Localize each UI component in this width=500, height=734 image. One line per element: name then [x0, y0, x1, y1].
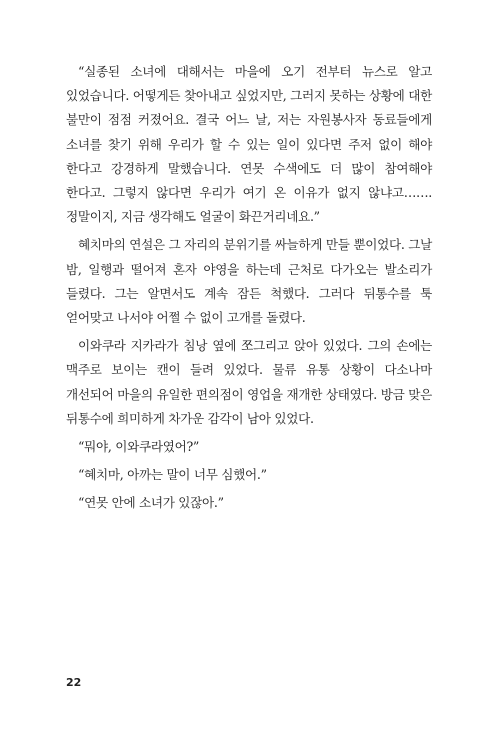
paragraph-1: “실종된 소녀에 대해서는 마을에 오기 전부터 뉴스로 알고 있었습니다. 어떻게든 찾아내고 싶었지만, 그러지 못하는 상황에 대한 불만이 점점 커졌어요. 결국 어느 날, 저는 자원봉사자 동료들에게 소녀를 찾기 위해 우리가 할 수 있는 일이 있다면 주저 없이 해야 한다고 강경하게 말했습니다. 연못 수색에도 더 많이 참여해야 한다고. 그렇지 않다면 우리가 여기 온 이유가 없지 않냐고……. 정말이지, 지금 생각해도 얼굴이 화끈거리네요.”	[66, 64, 432, 225]
paragraph-2: 혜치마의 연설은 그 자리의 분위기를 싸늘하게 만들 뿐이었다. 그날 밤, 일행과 떨어져 혼자 야영을 하는데 근처로 다가오는 발소리가 들렸다. 그는 알면서도 계속 잠든 척했다. 그러다 뒤통수를 툭 얻어맞고 나서야 어쩔 수 없이 고개를 돌렸다.	[66, 237, 432, 326]
body-text	[66, 60, 432, 516]
paragraph-5: “혜치마, 아까는 말이 너무 심했어.”	[78, 467, 267, 483]
page-number: 22	[66, 676, 82, 689]
paragraph-3: 이와쿠라 지카라가 침낭 옆에 쪼그리고 앉아 있었다. 그의 손에는 맥주로 보이는 캔이 들려 있었다. 물류 유통 상황이 다소나마 개선되어 마을의 유일한 편의점이 영업을 재개한 상태였다. 방금 맞은 뒤통수에 희미하게 차가운 감각이 남아 있었다.	[66, 338, 432, 426]
paragraph-6: “연못 안에 소녀가 있잖아.”	[78, 495, 224, 511]
paragraph-4: “뭐야, 이와쿠라였어?”	[78, 439, 200, 455]
